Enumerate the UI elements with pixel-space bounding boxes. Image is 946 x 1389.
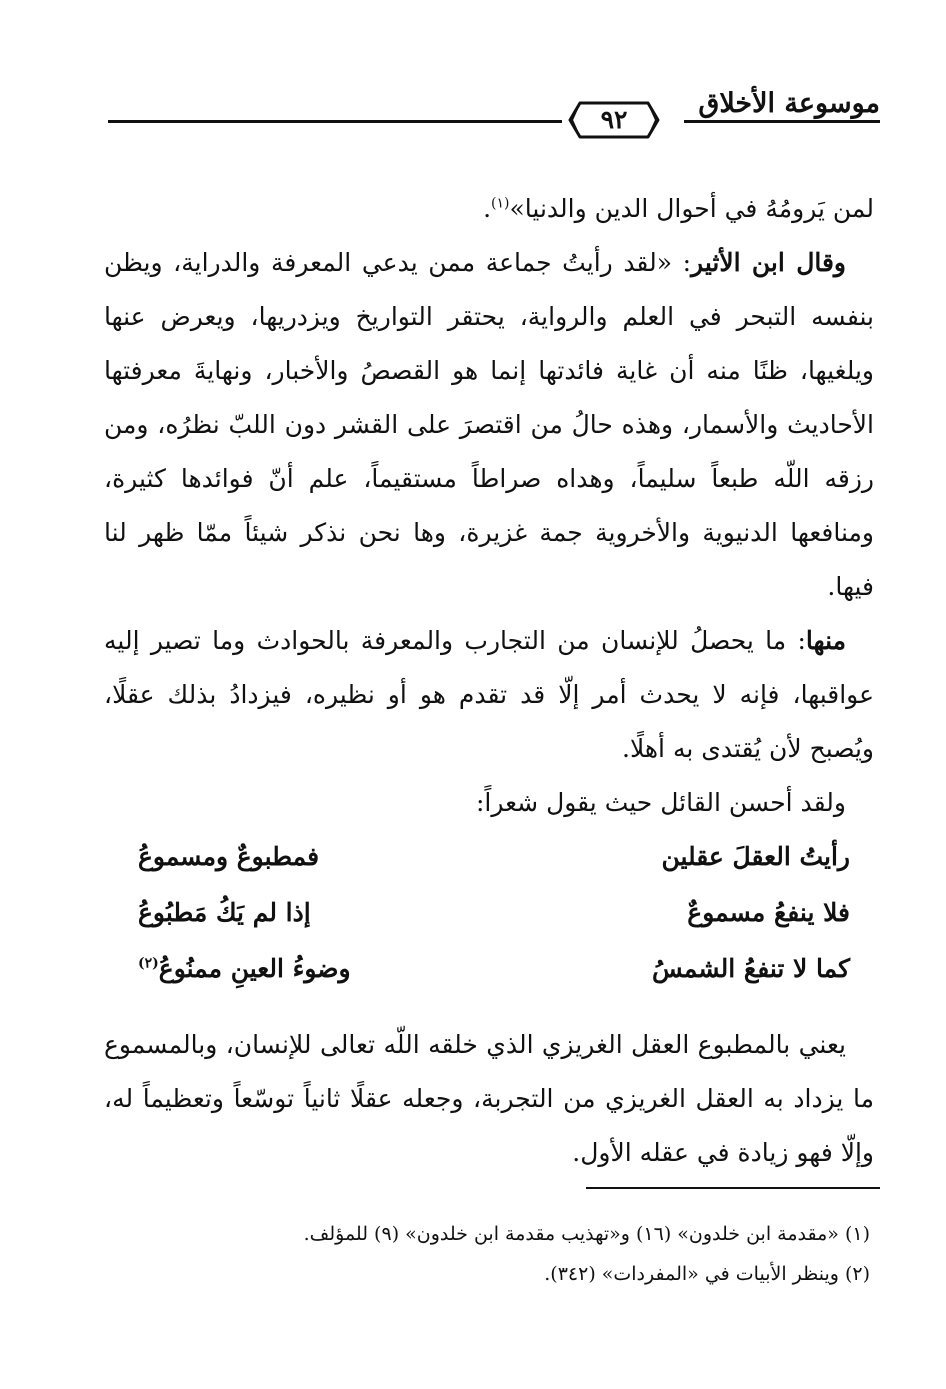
header-rule-left [108,120,562,123]
paragraph-2-text: : «لقد رأيتُ جماعة ممن يدعي المعرفة والدراية، ويظن بنفسه التبحر في العلم والرواية، يحتقر التواريخ ويزدريها، ويعرض عنها ويلغيها، ظنًا منه أن غاية فائدتها إنما هو القصصُ والأخبار، ونهايةَ معرفتها الأحاديث والأسمار، وهذه حالُ من اقتصرَ على القشر دون اللبّ نظرُه، ومن رزقه اللّه طبعاً سليماً، وهداه صراطاً مستقيماً، علم أنّ فوائدها كثيرة، ومنافعها الدنيوية والأخروية جمة غزيرة، وها نحن نذكر شيئاً ممّا ظهر لنا فيها. [104,248,874,601]
footnote-divider [586,1187,880,1189]
poem-verse-2 [98,898,850,954]
header-rule-right [684,120,880,123]
verse-3-first-half: كما لا تنفعُ الشمسُ [652,954,850,983]
paragraph-2-lead: وقال ابن الأثير [691,248,846,277]
footnote-2: (٢) وينظر الأبيات في «المفردات» (٣٤٢). [544,1263,870,1285]
verse-2-second-half: إذا لم يَكُ مَطبُوعُ [138,898,311,927]
poem-verse-1 [98,842,850,898]
closing-text [104,1018,874,1180]
verse-3-second-text: وضوءُ العينِ ممنُوعُ [158,954,351,983]
verse-2-first-half: فلا ينفعُ مسموعٌ [687,898,850,927]
poem [98,842,850,1010]
verse-1-second-half: فمطبوعٌ ومسموعُ [138,842,320,871]
paragraph-2 [104,236,874,614]
footnote-1: (١) «مقدمة ابن خلدون» (١٦) و«تهذيب مقدمة ابن خلدون» (٩) للمؤلف. [303,1223,870,1245]
paragraph-5: يعني بالمطبوع العقل الغريزي الذي خلقه اللّه تعالى للإنسان، وبالمسموع ما يزداد به العقل الغريزي من التجربة، وجعله عقلًا ثانياً توسّعاً وتعظيماً له، وإلّا فهو زيادة في عقله الأول. [104,1030,874,1167]
book-title: موسوعة الأخلاق [698,88,880,119]
paragraph-4: ولقد أحسن القائل حيث يقول شعراً: [475,788,846,817]
footnotes [110,1214,870,1294]
paragraph-1-end: . [483,194,492,223]
paragraph-1-text: لمن يَرومُهُ في أحوال الدين والدنيا» [509,194,874,223]
verse-3-second-half [138,954,351,983]
page-header [96,84,880,140]
paragraph-3 [104,614,874,776]
poem-verse-3 [98,954,850,1010]
paragraph-3-lead: منها [805,626,846,655]
footnote-ref-1: (١) [491,195,510,212]
paragraph-3-text: : ما يحصلُ للإنسان من التجارب والمعرفة بالحوادث وما تصير إليه عواقبها، فإنه لا يحدث أمر إلّا قد تقدم هو أو نظيره، فيزدادُ بذلك عقلًا، ويُصبح لأن يُقتدى به أهلًا. [104,626,874,763]
page-number: ٩٢ [600,105,628,134]
verse-1-first-half: رأيتُ العقلَ عقلين [661,842,850,871]
footnote-ref-2: (٢) [138,955,159,972]
main-text [104,182,874,830]
page-number-badge [566,93,662,147]
paragraph-1 [104,182,874,236]
